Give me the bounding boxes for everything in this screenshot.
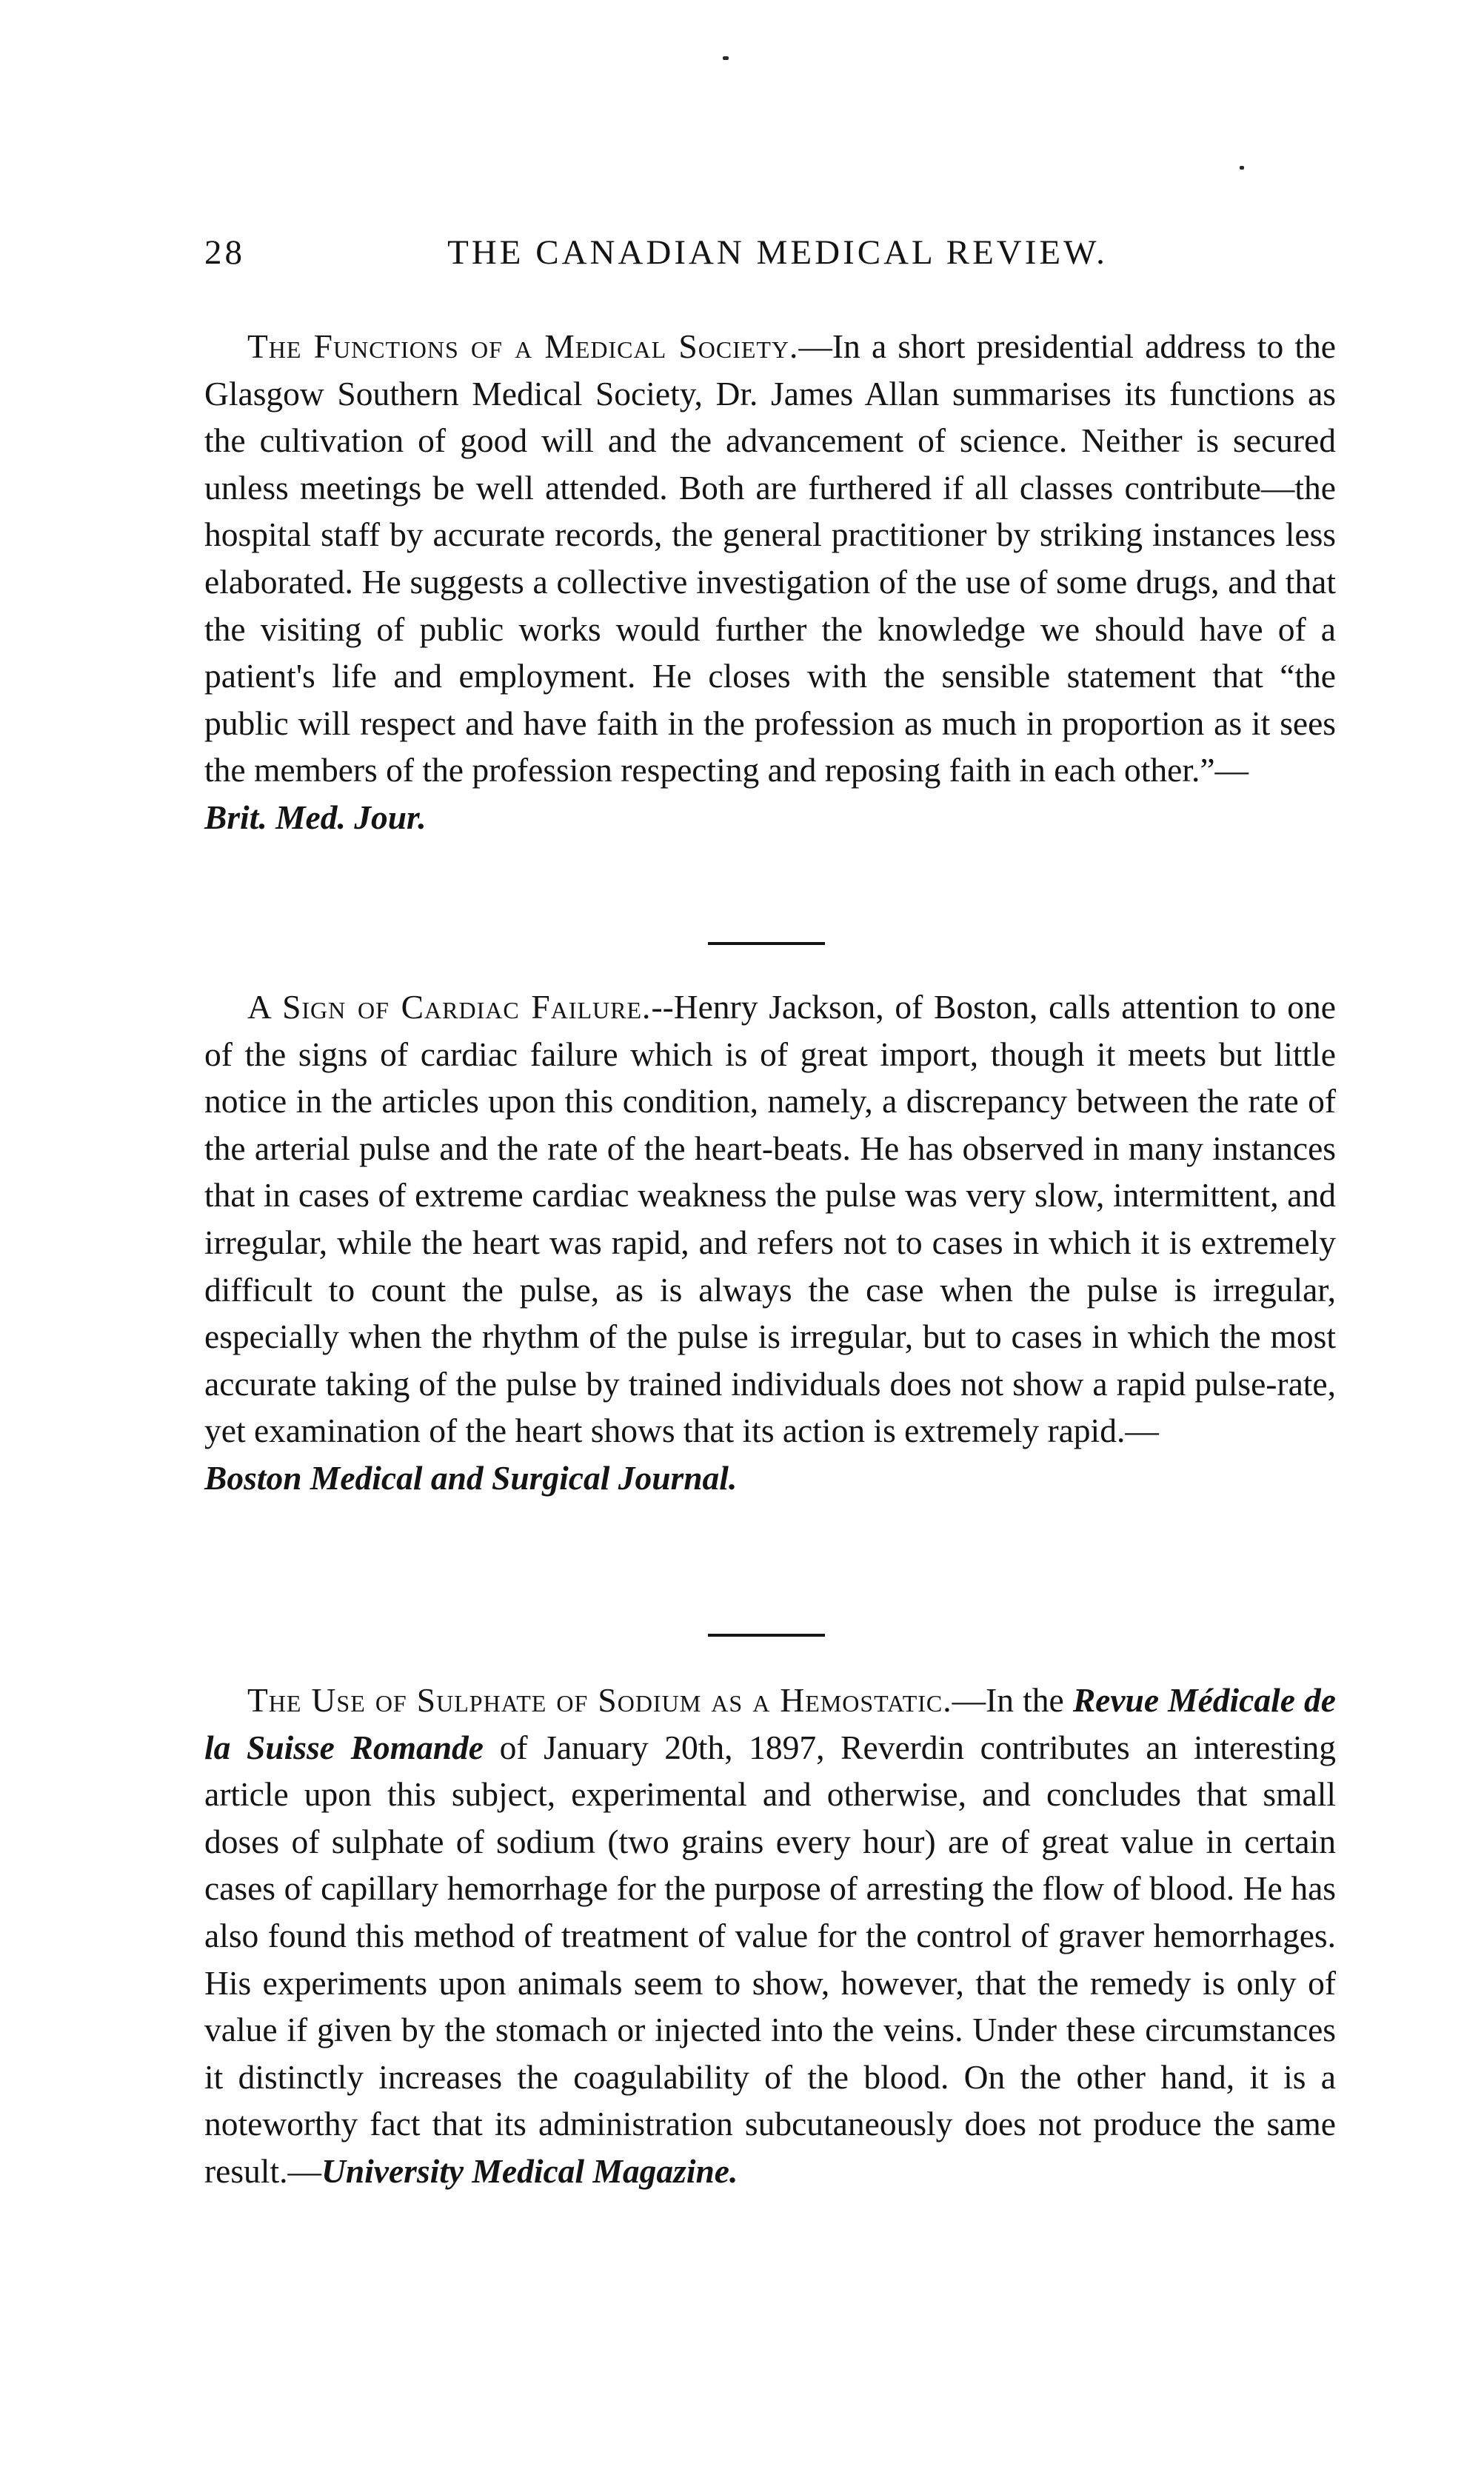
article-source: Brit. Med. Jour.: [204, 798, 427, 836]
page-header: [204, 233, 1336, 284]
running-title: THE CANADIAN MEDICAL REVIEW.: [447, 233, 1108, 272]
article-paragraph: [204, 323, 1336, 841]
article-source: Boston Medical and Surgical Journal.: [204, 1458, 738, 1497]
scan-speck: [1240, 166, 1244, 170]
article-sign-of-cardiac-failure: [204, 983, 1336, 1502]
article-body: —In a short presidential address to the Glasgow Southern Medical Society, Dr. James Allan summarises its functions as the cultivation of good will and the advancement of science. Neither is secured unless meetings be well attended. Both are furthered if all classes contribute—the hospital staff by accurate records, the general practitioner by striking instances less elaborated. He suggests a collective investigation of the use of some drugs, and that the visiting of public works would further the knowledge we should have of a patient's life and employment. He closes with the sensible statement that “the public will respect and have faith in the profession as much in proportion as it sees the members of the profession respecting and reposing faith in each other.”—: [204, 327, 1336, 789]
article-paragraph: [204, 1677, 1336, 2195]
section-divider: [708, 942, 825, 945]
article-paragraph: [204, 983, 1336, 1502]
article-headline: A Sign of Cardiac Failure.: [247, 988, 652, 1026]
article-functions-of-medical-society: [204, 323, 1336, 841]
article-body: of January 20th, 1897, Reverdin contributes an interesting article upon this subject, experimental and otherwise, and concludes that small doses of sulphate of sodium (two grains every hour) are of great value in certain cases of capillary hemorrhage for the purpose of arresting the flow of blood. He has also found this method of treatment of value for the control of graver hemorrhages. His experiments upon animals seem to show, however, that the remedy is only of value if given by the stomach or injected into the veins. Under these circumstances it distinctly increases the coagulability of the blood. On the other hand, it is a noteworthy fact that its administration subcutaneously does not produce the same result.—: [204, 1728, 1336, 2190]
section-divider: [708, 1634, 825, 1637]
scan-speck: [723, 56, 729, 60]
page-number: 28: [204, 233, 245, 272]
article-headline: The Use of Sulphate of Sodium as a Hemostatic.: [247, 1681, 952, 1719]
article-sulphate-of-sodium-hemostatic: [204, 1677, 1336, 2195]
article-headline: The Functions of a Medical Society.: [247, 327, 799, 365]
article-source: University Medical Magazine.: [321, 2151, 738, 2190]
article-body: --Henry Jackson, of Boston, calls attention to one of the signs of cardiac failure which is of great import, though it meets but little notice in the articles upon this condition, namely, a discrepancy between the rate of the arterial pulse and the rate of the heart-beats. He has observed in many instances that in cases of extreme cardiac weakness the pulse was very slow, intermittent, and irregular, while the heart was rapid, and refers not to cases in which it is extremely difficult to count the pulse, as is always the case when the pulse is irregular, especially when the rhythm of the pulse is irregular, but to cases in which the most accurate taking of the pulse by trained individuals does not show a rapid pulse-rate, yet examination of the heart shows that its action is extremely rapid.—: [204, 988, 1336, 1450]
document-page: [204, 0, 1336, 2478]
article-body-lead: —In the: [952, 1681, 1073, 1719]
cited-journal: Revue Médicale de la Suisse Romande: [204, 1681, 1336, 1766]
